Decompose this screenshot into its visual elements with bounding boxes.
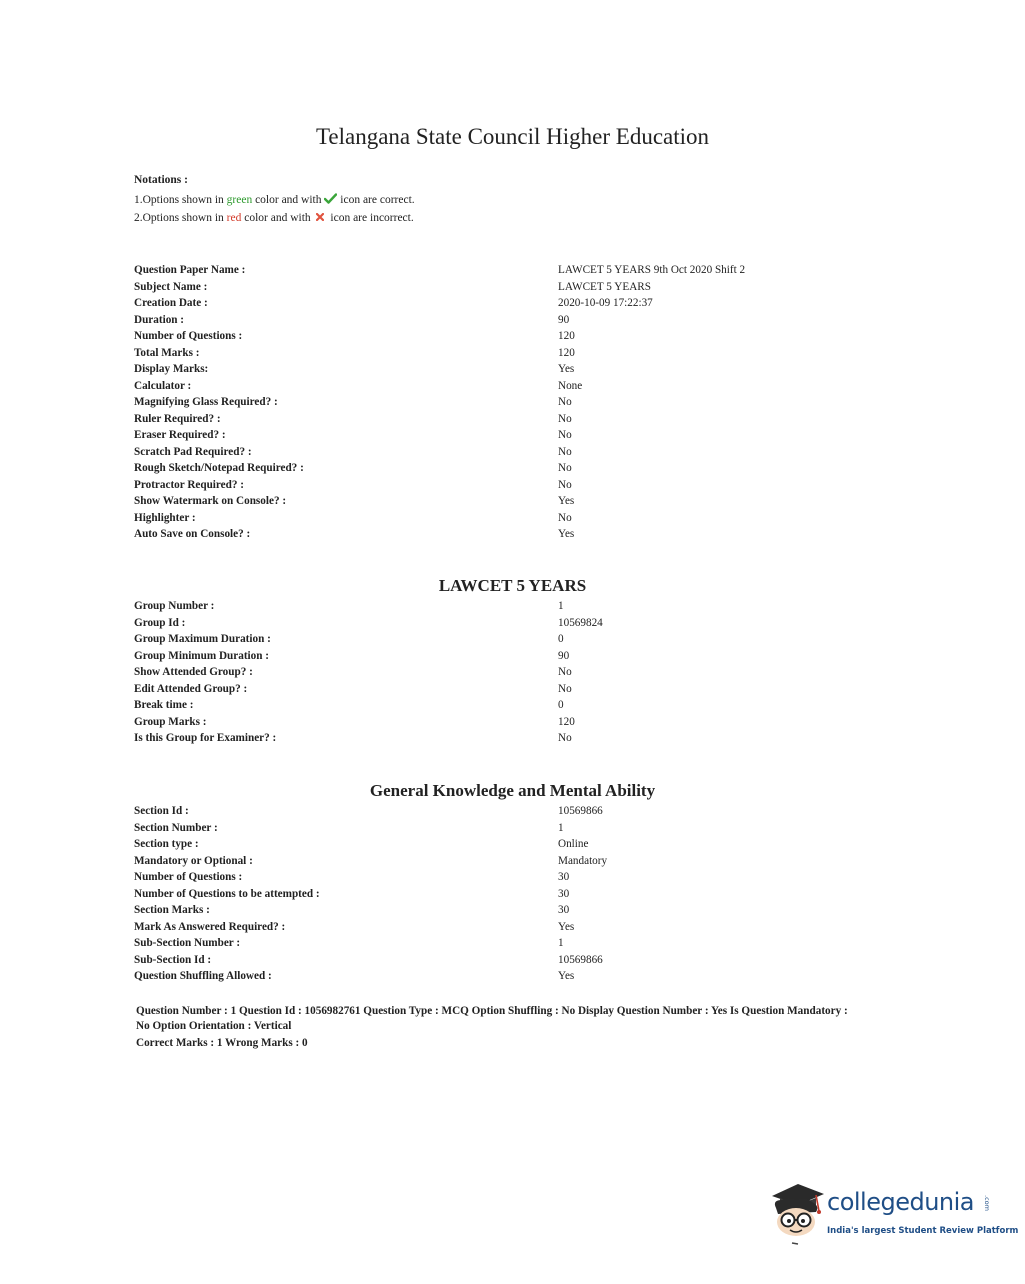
info-row <box>134 378 894 395</box>
notation-incorrect <box>134 209 415 227</box>
info-row <box>134 664 894 681</box>
info-key: Subject Name : <box>134 280 208 293</box>
info-value: 30 <box>558 887 570 900</box>
info-value: 10569824 <box>558 616 603 629</box>
info-row <box>134 615 894 632</box>
info-row <box>134 312 894 329</box>
info-row <box>134 345 894 362</box>
info-key: Total Marks : <box>134 346 200 359</box>
info-value: No <box>558 732 572 744</box>
info-value: 0 <box>558 633 564 645</box>
info-key: Display Marks: <box>134 363 209 375</box>
info-row <box>134 510 894 527</box>
notation-text: color and with <box>252 194 325 206</box>
info-key: Section type : <box>134 838 199 850</box>
info-row <box>134 952 894 969</box>
info-key: Show Attended Group? : <box>134 666 253 678</box>
info-key: Ruler Required? : <box>134 412 221 425</box>
notation-text: 2.Options shown in <box>134 212 227 224</box>
info-key: Group Minimum Duration : <box>134 649 269 662</box>
info-value: No <box>558 462 572 474</box>
notation-correct <box>134 191 415 209</box>
info-row <box>134 460 894 477</box>
notation-text: icon are incorrect. <box>327 212 414 224</box>
brand-tagline: India's largest Student Review Platform <box>827 1226 1019 1236</box>
question-meta <box>136 1004 926 1051</box>
info-value: 1 <box>558 600 564 612</box>
info-row <box>134 968 894 985</box>
info-value: 10569866 <box>558 953 603 966</box>
info-value: 0 <box>558 699 564 711</box>
info-value: LAWCET 5 YEARS <box>558 280 651 293</box>
brand-name: collegedunia <box>827 1188 975 1216</box>
info-value: 30 <box>558 871 570 883</box>
info-row <box>134 648 894 665</box>
info-row <box>134 631 894 648</box>
info-value: 120 <box>558 715 575 728</box>
info-value: 120 <box>558 330 575 342</box>
info-key: Number of Questions to be attempted : <box>134 887 320 900</box>
info-key: Mark As Answered Required? : <box>134 920 286 933</box>
info-row <box>134 935 894 952</box>
info-value: No <box>558 511 572 524</box>
info-value: No <box>558 666 572 678</box>
info-key: Duration : <box>134 313 185 326</box>
info-key: Eraser Required? : <box>134 429 226 441</box>
info-row <box>134 295 894 312</box>
info-key: Protractor Required? : <box>134 478 244 491</box>
brand-domain: .com <box>983 1195 991 1211</box>
info-value: 2020-10-09 17:22:37 <box>558 297 653 309</box>
question-meta-line: Question Number : 1 Question Id : 1056982761 Question Type : MCQ Option Shuffling : No Display Question Number : Yes Is Question Mandatory : <box>136 1005 848 1017</box>
info-row <box>134 681 894 698</box>
info-key: Is this Group for Examiner? : <box>134 732 277 744</box>
info-key: Break time : <box>134 699 194 711</box>
info-value: No <box>558 396 572 408</box>
info-key: Auto Save on Console? : <box>134 528 251 540</box>
info-key: Sub-Section Id : <box>134 953 212 966</box>
collegedunia-logo <box>766 1178 1019 1248</box>
notations <box>134 174 415 227</box>
info-row <box>134 444 894 461</box>
info-value: Yes <box>558 363 575 375</box>
info-row <box>134 394 894 411</box>
info-value: 1 <box>558 937 564 949</box>
info-row <box>134 328 894 345</box>
info-value: No <box>558 429 572 441</box>
info-key: Group Maximum Duration : <box>134 633 271 645</box>
info-row <box>134 714 894 731</box>
info-key: Section Marks : <box>134 904 210 916</box>
info-value: Yes <box>558 528 575 540</box>
info-value: Online <box>558 838 589 850</box>
red-word: red <box>226 212 242 224</box>
info-row <box>134 598 894 615</box>
info-row <box>134 803 894 820</box>
info-value: None <box>558 379 583 392</box>
info-row <box>134 886 894 903</box>
info-row <box>134 869 894 886</box>
info-key: Section Id : <box>134 805 189 817</box>
info-key: Group Id : <box>134 616 186 629</box>
info-key: Show Watermark on Console? : <box>134 495 287 507</box>
info-row <box>134 262 894 279</box>
section-heading: General Knowledge and Mental Ability <box>369 781 656 800</box>
info-value: 30 <box>558 904 570 916</box>
info-key: Mandatory or Optional : <box>134 854 253 867</box>
check-icon <box>324 192 337 210</box>
info-row <box>134 902 894 919</box>
info-row <box>134 477 894 494</box>
info-key: Group Number : <box>134 600 215 612</box>
notations-heading: Notations : <box>134 174 188 186</box>
group-heading: LAWCET 5 YEARS <box>438 576 587 595</box>
info-key: Question Paper Name : <box>134 264 246 276</box>
info-row <box>134 493 894 510</box>
info-row <box>134 361 894 378</box>
info-key: Edit Attended Group? : <box>134 682 248 695</box>
info-row <box>134 526 894 543</box>
info-value: No <box>558 682 572 695</box>
info-value: Yes <box>558 920 575 933</box>
info-key: Sub-Section Number : <box>134 937 241 949</box>
info-key: Rough Sketch/Notepad Required? : <box>134 462 304 474</box>
green-word: green <box>226 194 253 206</box>
info-value: 90 <box>558 313 570 326</box>
info-row <box>134 697 894 714</box>
info-value: No <box>558 478 572 491</box>
document-title: Telangana State Council Higher Education <box>315 124 710 149</box>
info-row <box>134 820 894 837</box>
info-row <box>134 730 894 747</box>
info-key: Scratch Pad Required? : <box>134 445 252 458</box>
info-row <box>134 427 894 444</box>
info-value: 10569866 <box>558 805 603 817</box>
info-row <box>134 836 894 853</box>
info-value: LAWCET 5 YEARS 9th Oct 2020 Shift 2 <box>558 264 746 276</box>
group-info-table <box>134 598 894 747</box>
info-value: Mandatory <box>558 854 608 867</box>
info-value: 120 <box>558 346 575 359</box>
info-row <box>134 853 894 870</box>
info-key: Section Number : <box>134 821 218 834</box>
info-value: Yes <box>558 970 575 982</box>
mascot-icon <box>766 1178 826 1253</box>
question-marks-line: Correct Marks : 1 Wrong Marks : 0 <box>136 1037 308 1049</box>
info-key: Creation Date : <box>134 297 208 309</box>
info-value: Yes <box>558 495 575 507</box>
info-key: Calculator : <box>134 379 192 392</box>
notation-text: 1.Options shown in <box>134 194 227 206</box>
cross-icon <box>316 209 324 227</box>
notation-text: icon are correct. <box>337 194 415 206</box>
info-row <box>134 411 894 428</box>
info-key: Highlighter : <box>134 511 196 524</box>
info-value: No <box>558 445 572 458</box>
info-row <box>134 919 894 936</box>
info-row <box>134 279 894 296</box>
info-key: Group Marks : <box>134 715 207 728</box>
info-key: Magnifying Glass Required? : <box>134 396 278 408</box>
info-value: No <box>558 412 572 425</box>
question-meta-line: No Option Orientation : Vertical <box>136 1019 292 1032</box>
info-value: 90 <box>558 649 570 662</box>
notation-text: color and with <box>241 212 314 224</box>
section-info-table <box>134 803 894 985</box>
paper-info-table <box>134 262 894 543</box>
info-value: 1 <box>558 821 564 834</box>
info-key: Number of Questions : <box>134 871 243 883</box>
info-key: Question Shuffling Allowed : <box>134 970 272 982</box>
info-key: Number of Questions : <box>134 330 243 342</box>
